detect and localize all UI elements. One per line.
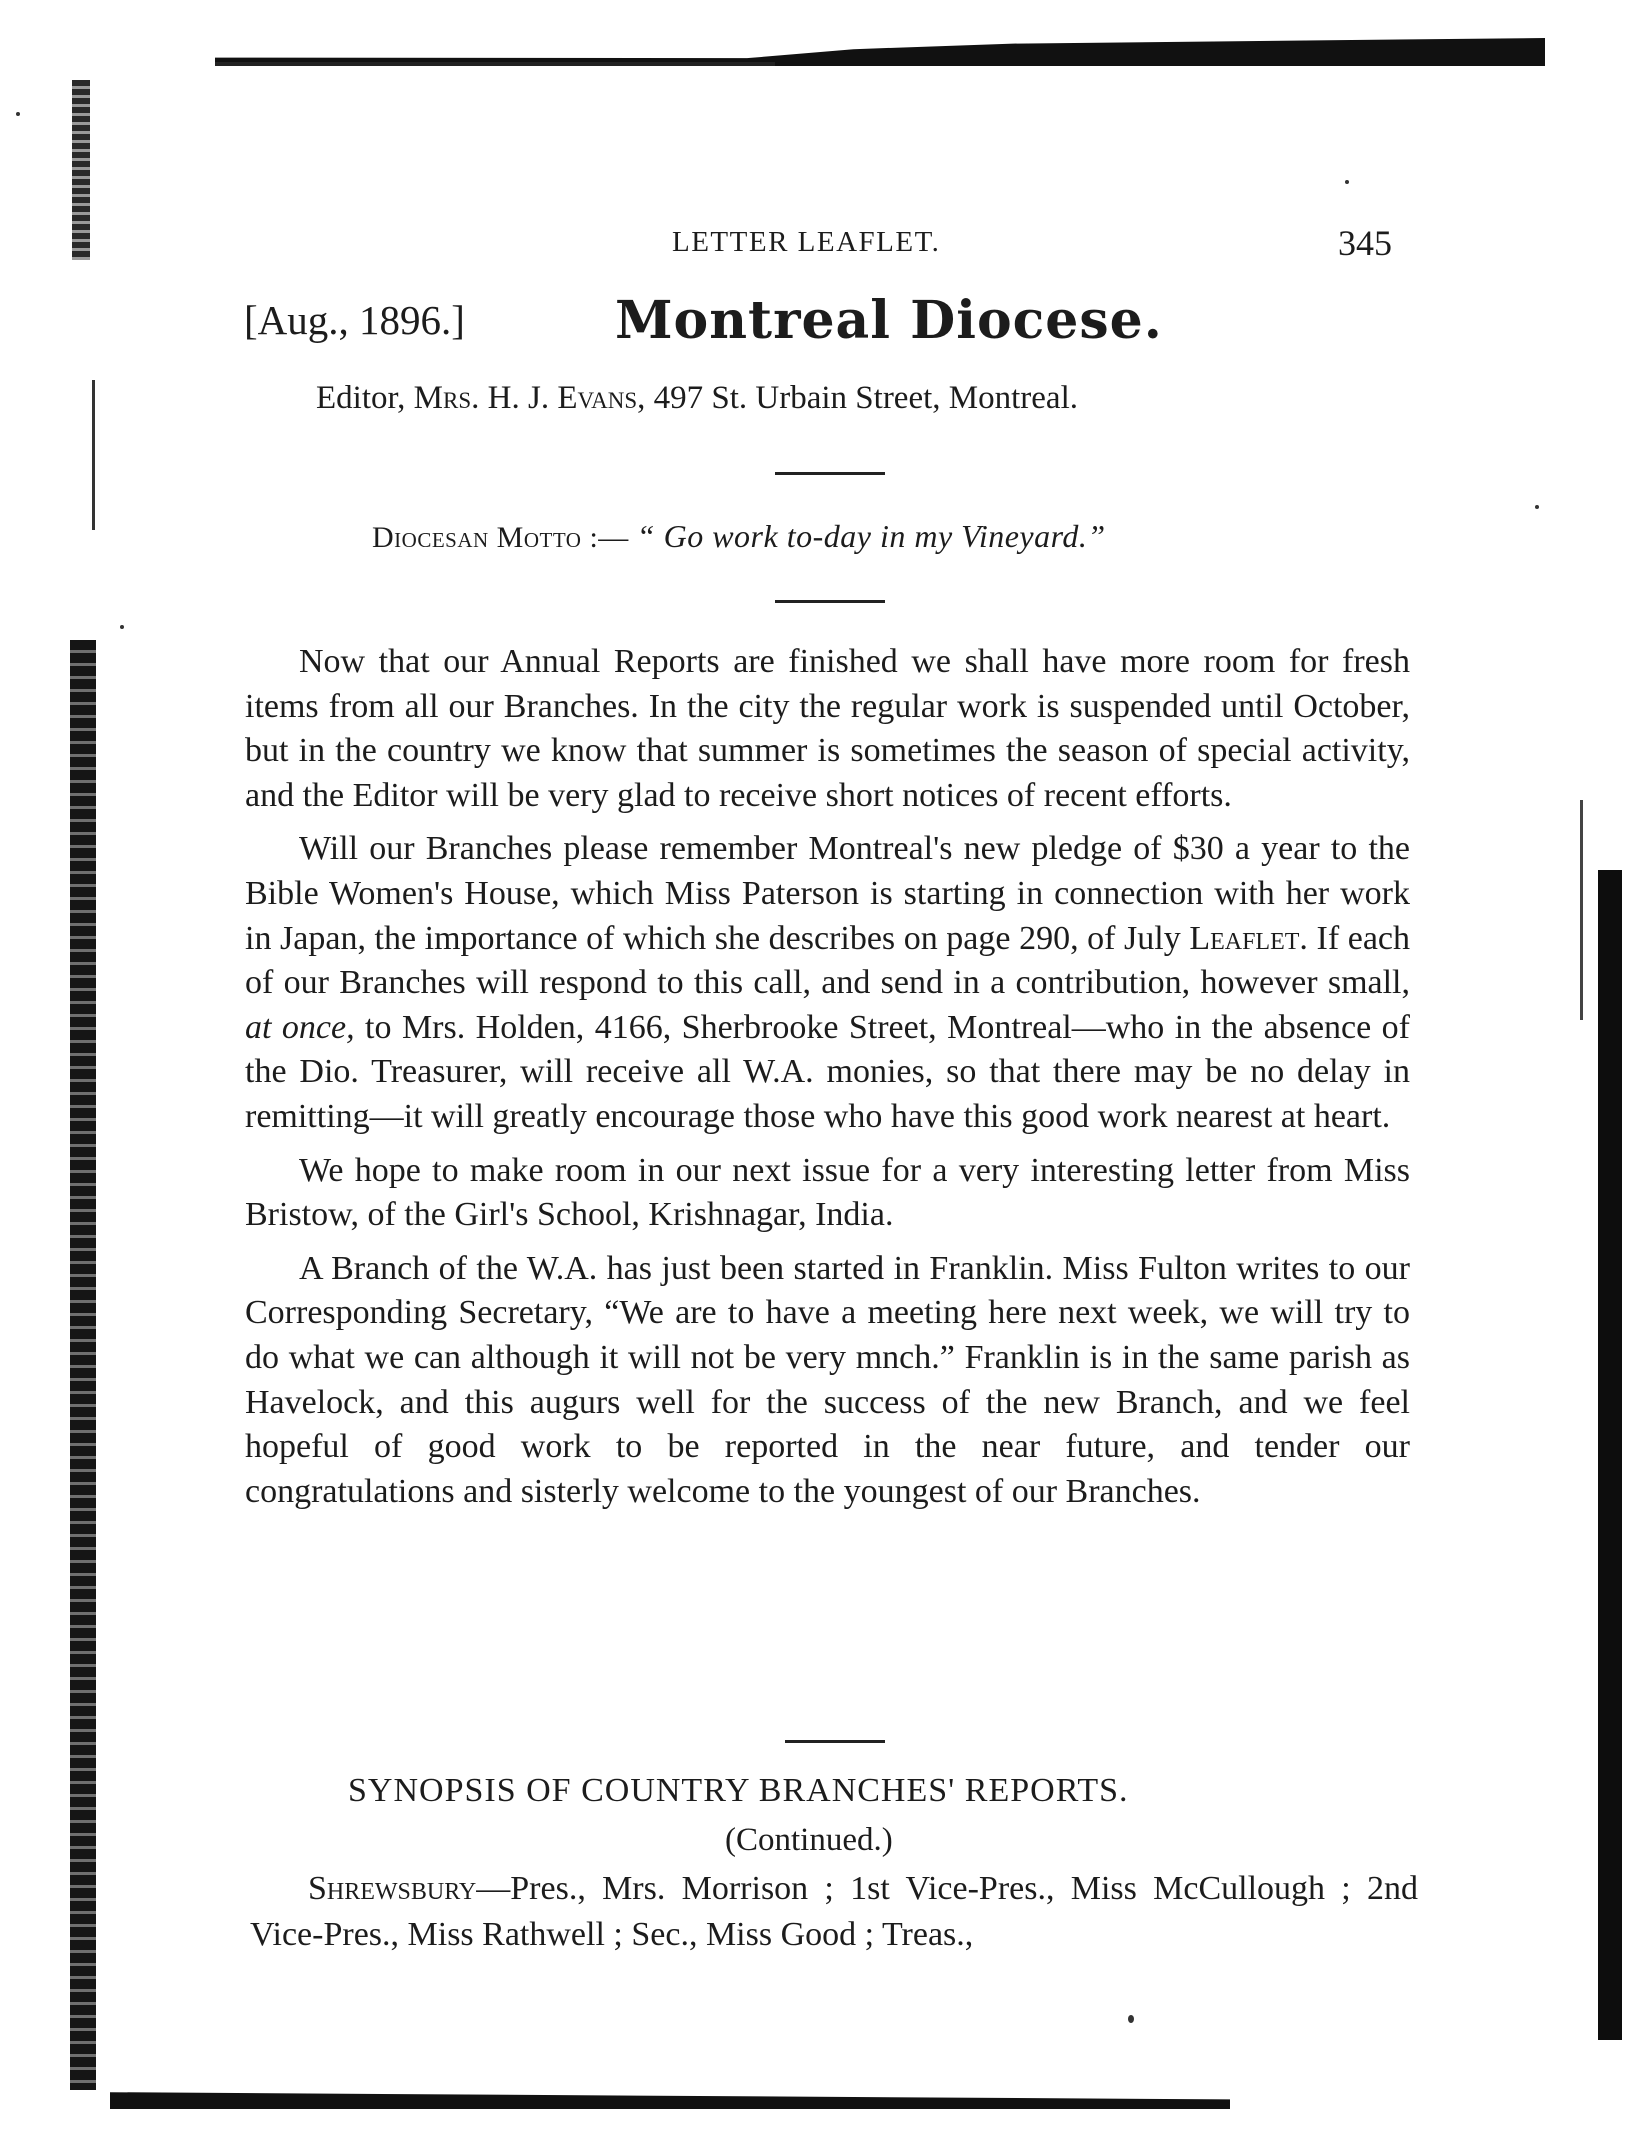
paragraph-annual-reports: Now that our Annual Reports are finished we shall have more room for fresh items from all our Branches. In the city the regular work is suspended until October, but in the country we know that summer is sometimes the season of special activity, and the Editor will be very glad to receive short notices of recent efforts. xyxy=(245,643,1410,814)
scan-border-left-mid xyxy=(92,380,95,530)
leaflet-reference: Leaflet. xyxy=(1189,919,1308,957)
editor-name: Mrs. H. J. Evans, xyxy=(413,380,646,416)
scan-border-top-line xyxy=(215,62,775,66)
scan-speck xyxy=(1345,180,1349,184)
branch-officers: —Pres., Mrs. Morrison ; 1st Vice-Pres., Miss McCullough ; 2nd Vice-Pres., Miss Rathwell ; Sec., Miss Good ; Treas., xyxy=(250,1870,1418,1953)
synopsis-continued: (Continued.) xyxy=(725,1822,893,1858)
branch-report-shrewsbury xyxy=(250,1866,1418,1958)
scan-border-right xyxy=(1598,870,1622,2040)
motto-label: Diocesan Motto xyxy=(372,521,582,554)
running-title: LETTER LEAFLET. xyxy=(672,226,941,258)
scan-speck xyxy=(16,112,20,116)
diocesan-motto xyxy=(372,518,1106,555)
paragraph-bristow-letter: We hope to make room in our next issue for a very interesting letter from Miss Bristow, of the Girl's School, Krishnagar, India. xyxy=(245,1151,1410,1234)
scan-border-right-line xyxy=(1580,800,1583,1020)
divider-rule xyxy=(785,1740,885,1743)
editor-line xyxy=(316,380,1078,417)
paragraph-franklin-branch: A Branch of the W.A. has just been started in Franklin. Miss Fulton writes to our Corresponding Secretary, “We are to have a meeting here next week, we will try to do what we can although it will not be very mnch.” Franklin is in the same parish as Havelock, and this augurs well for the success of the new Branch, and we feel hopeful of good work to be reported in the near future, and tender our congratulations and sisterly welcome to the youngest of our Branches. xyxy=(245,1249,1410,1510)
issue-date: [Aug., 1896.] xyxy=(244,297,465,343)
motto-dash: :— xyxy=(581,521,629,554)
scan-speck xyxy=(120,625,124,629)
scan-speck xyxy=(1535,505,1539,509)
paragraph-pledge-text-3: to Mrs. Holden, 4166, Sherbrooke Street, Montreal—who in the absence of the Dio. Treasurer, will receive all W.A. monies, so that there may be no delay in remitting—it will greatly encourage those who have this good work nearest at heart. xyxy=(245,1008,1410,1135)
motto-quote: “ Go work to-day in my Vineyard.” xyxy=(636,518,1106,554)
divider-rule xyxy=(775,600,885,603)
paragraph-pledge xyxy=(245,827,1410,1139)
diocese-title: Montreal Diocese. xyxy=(615,290,1163,351)
synopsis-heading: SYNOPSIS OF COUNTRY BRANCHES' REPORTS. xyxy=(348,1772,1129,1809)
at-once-emphasis: at once, xyxy=(245,1008,355,1046)
scan-speck xyxy=(1128,2015,1134,2023)
paragraph-pledge-text: Will our Branches please remember Montreal's new pledge of $30 a year to the Bible Women's House, which Miss Paterson is starting in connection with her work in Japan, the importance of which she describes on page 290, of July xyxy=(245,830,1410,957)
page-number: 345 xyxy=(1338,223,1392,263)
editor-prefix: Editor, xyxy=(316,380,406,416)
running-head xyxy=(0,222,1650,262)
branch-name: Shrewsbury xyxy=(308,1870,477,1907)
scan-border-bottom xyxy=(110,2085,1230,2109)
scan-border-left-lower xyxy=(70,640,96,2090)
article-body xyxy=(245,640,1410,1523)
divider-rule xyxy=(775,472,885,475)
editor-address: 497 St. Urbain Street, Montreal. xyxy=(653,380,1078,416)
paragraph-pledge-text-2: If each of our Branches will respond to this call, and send in a contribution, however small, xyxy=(245,919,1411,1002)
